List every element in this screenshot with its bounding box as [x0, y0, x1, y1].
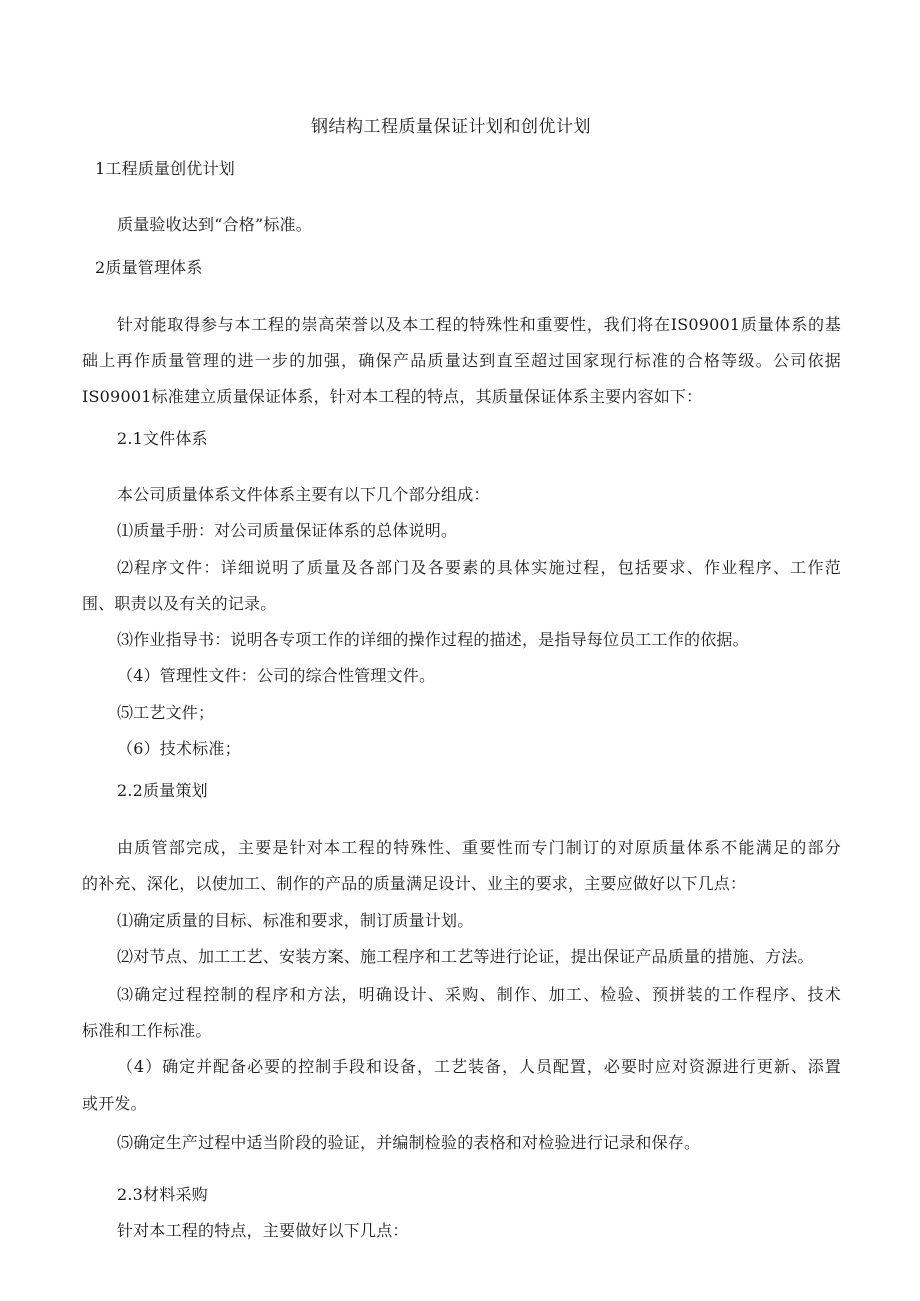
section-2-2-paragraph-line-1: 由质管部完成，主要是针对本工程的特殊性、重要性而专门制订的对原质量体系不能满足的部分: [117, 838, 841, 857]
section-2-2-heading: 2.2质量策划: [117, 781, 208, 800]
section-1-heading: 1工程质量创优计划: [95, 159, 235, 178]
section-2-paragraph-line-3: IS09001标准建立质量保证体系，针对本工程的特点，其质量保证体系主要内容如下：: [82, 387, 703, 406]
section-2-2-paragraph-line-2: 的补充、深化，以使加工、制作的产品的质量满足设计、业主的要求，主要应做好以下几点：: [82, 874, 747, 893]
section-2-2-item-1: ⑴确定质量的目标、标准和要求，制订质量计划。: [117, 911, 474, 930]
section-2-2-item-3-line-2: 标准和工作标准。: [82, 1021, 212, 1040]
section-2-1-item-5: ⑸工艺文件；: [117, 703, 215, 722]
section-2-heading: 2质量管理体系: [95, 258, 203, 277]
section-2-2-item-4-line-2: 或开发。: [82, 1094, 147, 1113]
section-1-paragraph: 质量验收达到“合格”标准。: [117, 215, 312, 234]
section-2-1-item-6: （6）技术标准；: [117, 739, 241, 758]
section-2-1-item-1: ⑴质量手册：对公司质量保证体系的总体说明。: [117, 521, 458, 540]
document-title: 钢结构工程质量保证计划和创优计划: [311, 117, 591, 137]
section-2-paragraph-line-2: 础上再作质量管理的进一步的加强，确保产品质量达到直至超过国家现行标准的合格等级。公司依据: [82, 351, 841, 370]
section-2-1-item-3: ⑶作业指导书：说明各专项工作的详细的操作过程的描述，是指导每位员工工作的依据。: [117, 630, 749, 649]
section-2-2-item-5: ⑸确定生产过程中适当阶段的验证，并编制检验的表格和对检验进行记录和保存。: [117, 1133, 701, 1152]
section-2-1-item-2-line-2: 围、职责以及有关的记录。: [82, 594, 277, 613]
section-2-2-item-3-line-1: ⑶确定过程控制的程序和方法，明确设计、采购、制作、加工、检验、预拼装的工作程序、技术: [117, 985, 841, 1004]
section-2-2-item-2: ⑵对节点、加工工艺、安装方案、施工程序和工艺等进行论证，提出保证产品质量的措施、方法。: [117, 947, 814, 966]
section-2-2-item-4-line-1: （4）确定并配备必要的控制手段和设备，工艺装备，人员配置，必要时应对资源进行更新、添置: [117, 1057, 841, 1076]
section-2-1-item-2-line-1: ⑵程序文件：详细说明了质量及各部门及各要素的具体实施过程，包括要求、作业程序、工作范: [117, 558, 841, 577]
section-2-1-heading: 2.1文件体系: [117, 429, 208, 448]
section-2-3-intro: 针对本工程的特点，主要做好以下几点：: [117, 1221, 409, 1240]
section-2-paragraph-line-1: 针对能取得参与本工程的崇高荣誉以及本工程的特殊性和重要性，我们将在IS09001质量体系的基: [117, 315, 841, 334]
section-2-1-item-4: （4）管理性文件：公司的综合性管理文件。: [117, 666, 436, 685]
section-2-3-heading: 2.3材料采购: [117, 1185, 208, 1204]
section-2-1-intro: 本公司质量体系文件体系主要有以下几个部分组成：: [117, 485, 490, 504]
